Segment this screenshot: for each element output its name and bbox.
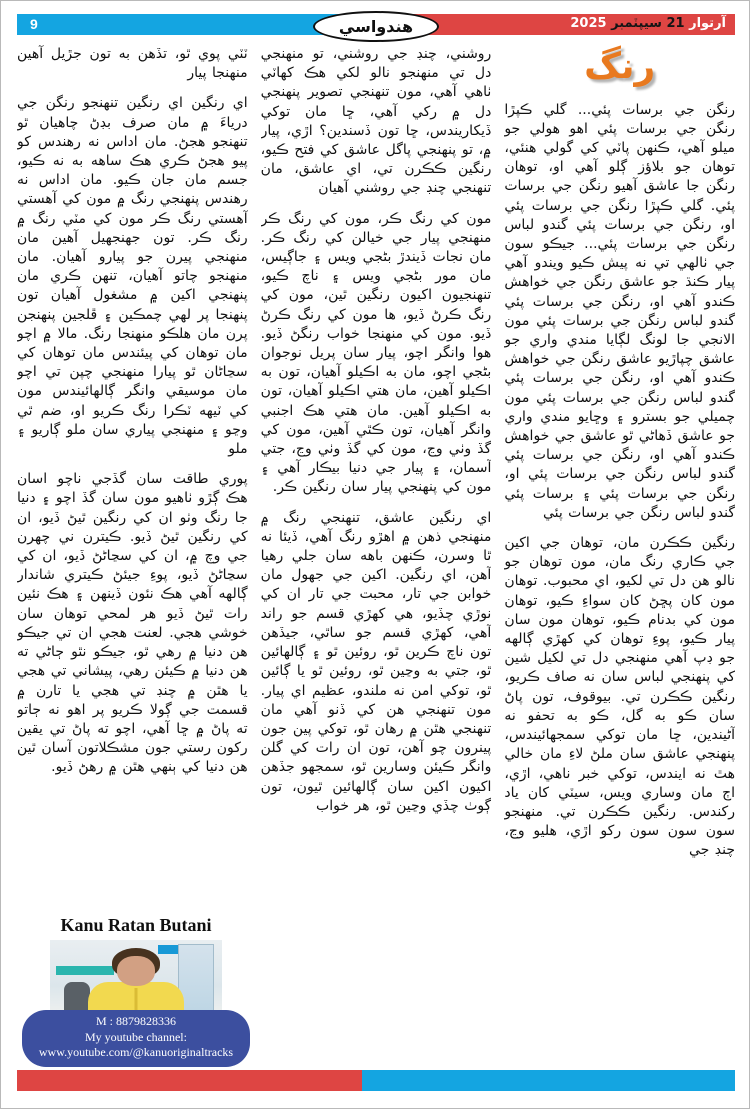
paragraph: پوري طاقت سان گڏجي ناچو اسان هڪ ڳڙو ٺاهيو مون سان گڏ اچو ۽ دنيا جا رنگ وٺو ان کي رنگين ٿيڻ ڏيو، ان کي رنگين ٿيڻ ڏيو. ڪيترن ني چهرن جي وچ ۾، ان کي سڃاڻڻ ڏيو، ان کي سڃاڻڻ ڏيو، پوءِ جيئڻ ڪيتري شاندار ڳالهه آهي هڪ نئون ڏينهن ۽ هڪ نئين رات ٿيڻ ڏيو هر لمحي توهان سان خوشي هجي. لعنت هجي ان تي جيڪو هن دنيا ۾ رهي ٿو، جيڪو نٿو ڄاڻي ته هن دنيا ۾ ڪيئن رهي، پيشاني تي هجي يا هٿن ۾ چنڊ تي هجي يا تارن ۾ قسمت جي ڳولا ڪريو پر اهو نه ڄاتو ته پاڻ ۾ ڇا آهي، اچو ته پاڻ تي يقين رکون رستي جون مشڪلاتون آسان ٿين هن دنيا کي ٻنهي هٿن ۾ رهڻ ڏيو. [16, 471, 248, 776]
column-left-text [17, 45, 248, 778]
footer-red-stripe [17, 1070, 362, 1091]
youtube-channel-url: www.youtube.com/@kanuoriginaltracks [38, 1045, 234, 1060]
photo-background-sign [158, 945, 178, 954]
footer-bar [17, 1070, 735, 1091]
paragraph: اي رنگين اي رنگين تنهنجو رنگن جي درياءَ ۾ مان صرف بڊڻ چاهيان ٿو تنهنجو هجڻ. مان اداس نه رهندس کو پيو هجڻ ڪري هڪ ساهه به نه ڪيو، جسم مان جان ڪيو. مان اداس نه رهندس پنهنجي رنگ ۾ مون کي آهستي آهستي رنگ ڪر مون کي مٽي رنگ ۾ رنگ ڪر. تون جهنجهيل آهين مان منهنجي پيرن جو پيارو آهيان. مان منهنجو چاتو آهيان، تنهن ڪري مان پنهنجي اکين ۾ مشغول آهيان تون پنهنجا پر لهي چمڪين ۽ ڦلجين پنهنجن پرن مان هلڪو منهنجا رنگ. مالا ۾ اچو مان توهان کي پيئندس مان توهان کي سڃاڻان ٿو پيارا منهنجي چپن تي اچو مان موسيقي وانگر ڳالهائيندس مون کي ٽيهه ٽڪرا رنگ ڪريو او، ضم ٿي وڃو ۽ منهنجي پياري سان ملو ڳاريو ۽ ملو [16, 95, 248, 458]
paragraph: روشني، چنڊ جي روشني، تو منهنجي دل تي منهنجو نالو لکي هڪ کهاٽي ٺاهي آهي، مون تنهنجي تصوير پنهنجي دل ۾ رکي آهي، ڇا مان توکي ڏيکاريندس، ڇا تون ڏسندين؟ اڙي، پيار ۾، تو پنهنجي پاگل عاشق کي فتح ڪيو، رنگين ڪڪرن تي، اي عاشق، مان تنهنجي چنڊ جي روشني آهيان [260, 46, 492, 197]
issue-date [570, 16, 726, 31]
paragraph: ٽٽي پوي ٿو، تڏهن به تون جڙيل آهين منهنجا پيار [16, 46, 248, 82]
footer-blue-stripe [362, 1070, 735, 1091]
page-number: 9 [30, 16, 38, 32]
paragraph: اي رنگين عاشق، تنهنجي رنگ ۾ منهنجي ذهن ۾ اهڙو رنگ آهي، ڏيئا نه ٿا وسرن، ڪنهن باهه سان جلي رهيا آهن، اي رنگين. اکين جي جهول مان خوابن جي تار، محبت جي تار ان کي نوڙي چڏيو، هي کهڙي قسم جو راند آهي، کهڙي قسم جو ساٿي، جيڏهن تون ناچ ڪرين ٿو، روئين ٿو ۽ ڳالهائين ٿو، جتي به وڃين ٿو، روئين ٿو يا ڳائين ٿو، توکي امن نه ملندو، عظيم اي پيار. مون تنهنجي هن کي ڏنو آهي مان تنهنجي هٿن ۾ رهان ٿو، توکي پين جون پينرون چو آهن، تون ان رات کي گلن وانگر ڪيئن وسارين ٿو، سمجهو جڏهن اکيون اکين سان ڳالهائين ٿيون، تون ڳوٺ چڏي وڃين ٿو، هر خواب [260, 509, 492, 814]
header-bar [17, 14, 735, 35]
youtube-channel-label: My youtube channel: [85, 1029, 187, 1044]
author-phone: M : 8879828336 [95, 1014, 176, 1029]
paragraph: رنگين ڪڪرن مان، توهان جي اکين جي ڪاري رنگ مان، مون توهان جو نالو هن دل تي لکيو، اي محبوب. توهان مون کان پڇڻ کان سواءِ ڪيو، توهان مون کي بدنام ڪيو، توهان مون سان پيار ڪيو، پوءِ توهان کي کهڙي ڳالهه جو ڊپ آهي منهنجي دل تي لکيل شين کي پنهنجي لباس سان نه صاف ڪريو، رنگين ڪڪرن تي. بيوقوف، تون پاڻ سان ڪو به گل، ڪو به تحفو نه آڻيندين، ڇا مان توکي سمجهائيندس، پنهنجي عاشق سان ملڻ لاءِ مان خالي هٿ نه ايندس، توکي خبر ناهي، اڙي، اڄ مان وساري ويس، سيٽي کان ياد رکندس. رنگين ڪڪرن تي. منهنجو سون سون سون رکو اڙي، هليو وڃ، چنڊ جي [504, 535, 735, 859]
masthead-logo: هندواسي [313, 11, 439, 42]
paragraph: رنگن جي برسات پئي... گلي ڪپڙا رنگن جي برسات پئي اهو هولي جو ميلو آهي، ڪنهن پاٽي کي گولي هنئي، توهان جو بلاؤز ڳلو آهي او، توهان رنگن جا عاشق آهيو رنگن جي برسات پئي. گلي ڪپڙا رنگن جي برسات پئي او، رنگن جي برسات پئي گندو لباس رنگن جي برسات پئي... جيڪو سون جي ٺالهي تي نه پيش ڪيو ويندو آهي پيار ڪنڌ جو عاشق رنگن جي خواهش ڪندو آهي او، رنگن جي برسات پئي گندو لباس رنگن جي برسات پئي مون الانجي جا لونگ لڳايا مندي واري جو عاشق چپاڙيو عاشق رنگن جي خواهش ڪندو آهي او، رنگن جي برسات پئي گندو لباس رنگن جي برسات پئي مون چميلي جو بسترو ۽ وڇايو مندي واري جو عاشق ڏهاڻي ٿو عاشق جي خواهش ڪندو آهي او، رنگن جي برسات پئي گندو لباس رنگن جي برسات پئي او، رنگن جي برسات پئي ۽ برسات پئي گندو لباس رنگن جي برسات پئي [504, 101, 735, 521]
date-month: سيپٽمبر [611, 16, 662, 31]
date-day-name: آرتوار [689, 16, 727, 31]
date-year: 2025 [570, 16, 607, 31]
photo-person-face [117, 956, 155, 986]
article-title: رنگ [584, 46, 656, 87]
author-name: Kanu Ratan Butani [60, 915, 212, 936]
photo-background-counter [56, 966, 114, 975]
contact-pill [22, 1010, 250, 1067]
column-middle [261, 45, 492, 1067]
paragraph: مون کي رنگ ڪر، مون کي رنگ ڪر منهنجي پيار جي خيالن کي رنگ ڪر. مان نجات ڏيندڙ بڻجي ويس ۽ جاڳيس، مان مور بڻجي ويس ۽ ناچ ڪيو، تنهنجيون اکيون رنگين ٿين، مون کي رنگ ڪرڻ ڏيو، ها مون کي رنگ ڪرڻ ڏيو. مون کي منهنجا خواب رنگڻ ڏيو. هوا وانگر اچو، پيار سان پريل نوجوان بڻجي اچو، مان به اڪيلو آهيان، تون به اڪيلو آهين، مان هتي اڪيلو آهيان، تون به اڪيلو آهين. مان هتي هڪ اجنبي وانگر آهيان، تون ڪٿي آهين، مون کي گڏ وٺي وڃ، مون کي گڏ وٺي وڃ، جتي آسمان، ۽ پيار جي دنيا بيڪار آهي ۽ مون کي پنهنجي پيار سان رنگين ڪر. [260, 210, 492, 496]
date-day: 21 [666, 16, 685, 31]
author-box [17, 911, 255, 1067]
column-right [504, 45, 735, 1067]
column-right-text [504, 101, 735, 861]
column-middle-text [261, 45, 492, 816]
